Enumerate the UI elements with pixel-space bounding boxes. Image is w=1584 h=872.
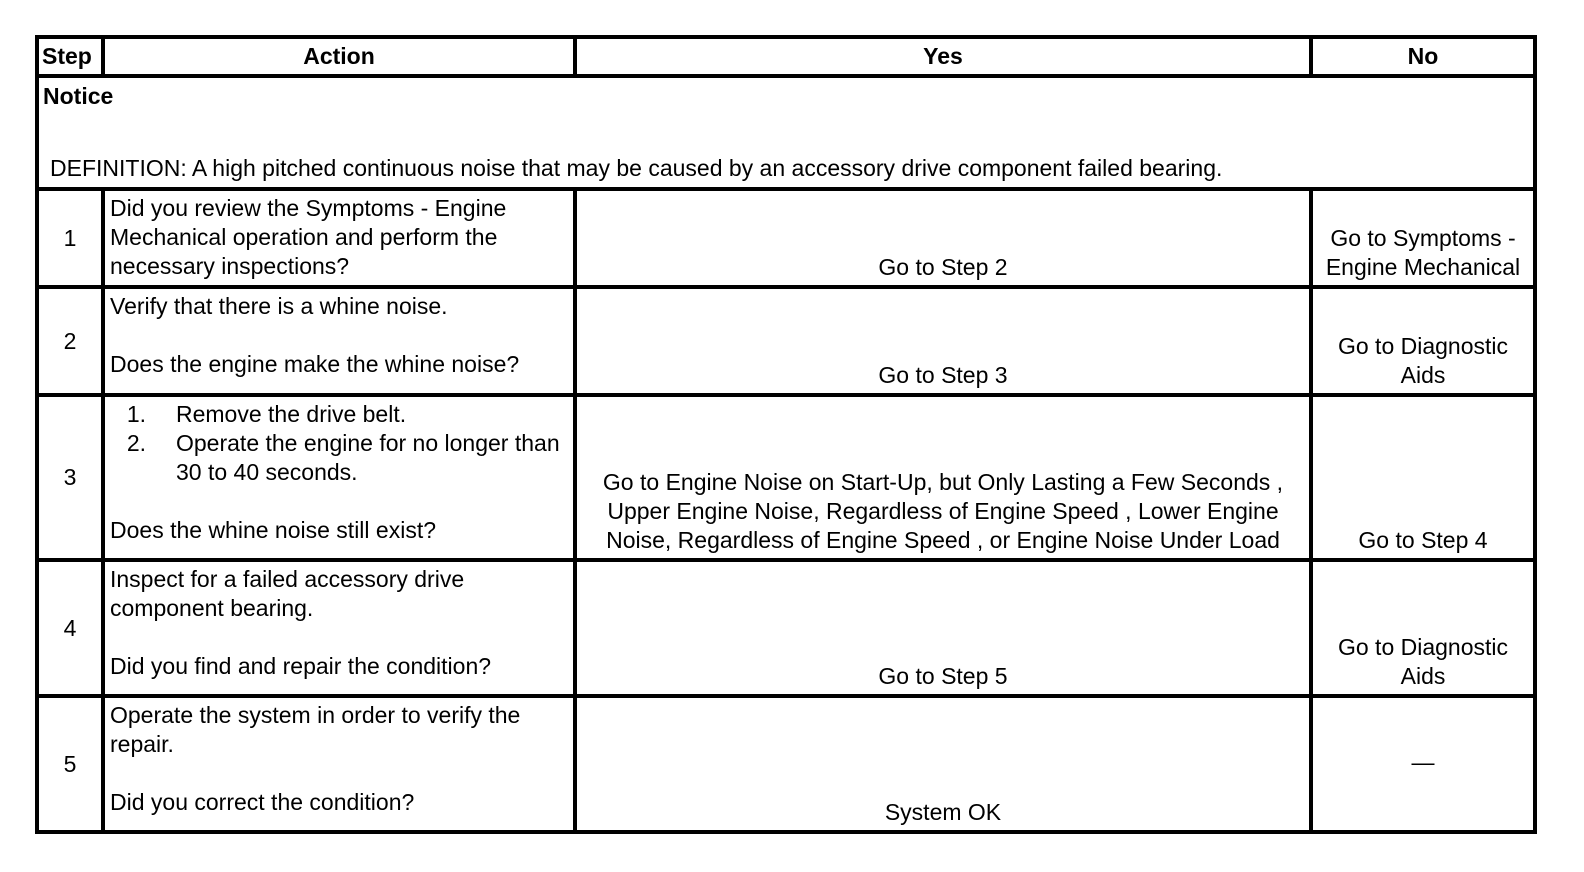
notice-row <box>37 76 1535 189</box>
action-cell <box>103 189 575 287</box>
table-row <box>37 696 1535 832</box>
notice-title: Notice <box>43 83 114 109</box>
step-number: 3 <box>37 395 103 560</box>
action-question: Does the engine make the whine noise? <box>110 351 520 377</box>
action-text: Did you review the Symptoms - Engine Mechanical operation and perform the necessary inspections? <box>110 195 507 279</box>
header-step: Step <box>37 37 103 76</box>
header-yes: Yes <box>575 37 1311 76</box>
header-row <box>37 37 1535 76</box>
action-cell <box>103 395 575 560</box>
list-item-number: 1. <box>126 401 146 427</box>
no-cell: — <box>1311 696 1535 832</box>
diagnostic-table-container <box>35 35 1533 834</box>
list-item-number: 2. <box>126 430 146 456</box>
action-cell <box>103 287 575 395</box>
action-cell <box>103 696 575 832</box>
action-question: Did you correct the condition? <box>110 789 415 815</box>
no-cell: Go to Symptoms - Engine Mechanical <box>1311 189 1535 287</box>
step-number: 2 <box>37 287 103 395</box>
yes-cell: System OK <box>575 696 1311 832</box>
action-steps-list <box>110 400 568 487</box>
action-text: Inspect for a failed accessory drive component bearing. <box>110 566 465 621</box>
list-item <box>110 429 568 487</box>
no-cell: Go to Diagnostic Aids <box>1311 560 1535 696</box>
diagnostic-table <box>35 35 1537 834</box>
no-cell: Go to Step 4 <box>1311 395 1535 560</box>
list-item <box>110 400 568 429</box>
yes-cell: Go to Step 3 <box>575 287 1311 395</box>
table-row <box>37 395 1535 560</box>
table-row <box>37 189 1535 287</box>
yes-cell: Go to Step 5 <box>575 560 1311 696</box>
table-row <box>37 287 1535 395</box>
yes-cell: Go to Step 2 <box>575 189 1311 287</box>
step-number: 1 <box>37 189 103 287</box>
header-no: No <box>1311 37 1535 76</box>
action-text: Operate the system in order to verify the repair. <box>110 702 521 757</box>
list-item-text: Remove the drive belt. <box>176 401 407 427</box>
yes-cell: Go to Engine Noise on Start-Up, but Only Lasting a Few Seconds , Upper Engine Noise, Regardless of Engine Speed , Lower Engine Noise, Regardless of Engine Speed , or Engine Noise Under Load <box>575 395 1311 560</box>
notice-cell <box>37 76 1535 189</box>
no-cell: Go to Diagnostic Aids <box>1311 287 1535 395</box>
table-row <box>37 560 1535 696</box>
step-number: 5 <box>37 696 103 832</box>
action-question: Did you find and repair the condition? <box>110 653 492 679</box>
list-item-text: Operate the engine for no longer than 30 to 40 seconds. <box>176 430 560 485</box>
header-action: Action <box>103 37 575 76</box>
action-question: Does the whine noise still exist? <box>110 517 436 543</box>
notice-definition: DEFINITION: A high pitched continuous noise that may be caused by an accessory drive component failed bearing. <box>50 155 1223 181</box>
step-number: 4 <box>37 560 103 696</box>
action-text: Verify that there is a whine noise. <box>110 293 448 319</box>
action-cell <box>103 560 575 696</box>
